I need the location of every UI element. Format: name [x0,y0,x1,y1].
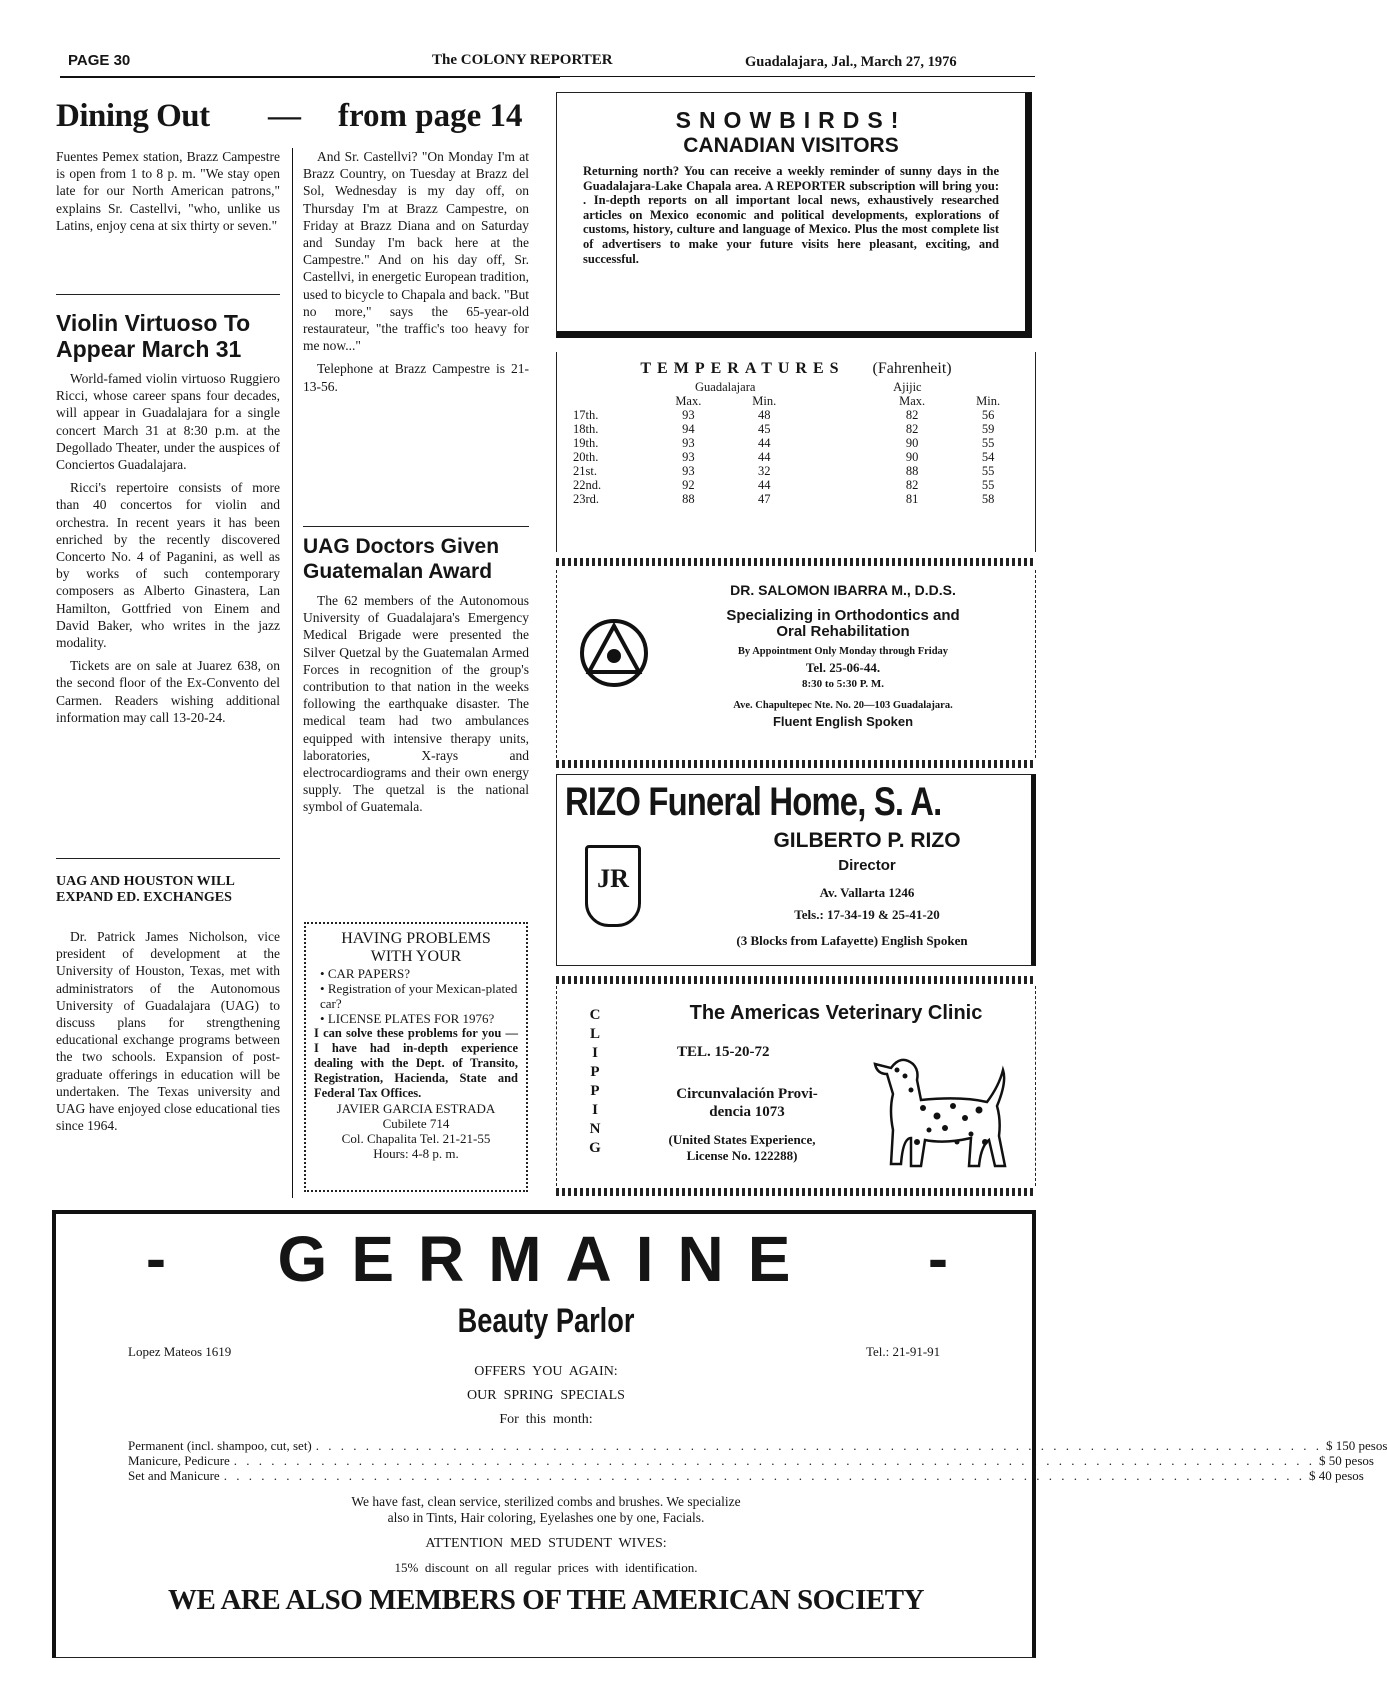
wavy-border [556,1188,1036,1196]
violin-article [56,370,280,732]
vet-title: The Americas Veterinary Clinic [689,1002,983,1024]
problems-street: Cubilete 714 [382,1116,450,1131]
cell: 90 [905,450,919,464]
clip-letter: P [590,1083,600,1099]
problems-body: I can solve these problems for you — I have had in-depth experience dealing with the Dept. of Transito, Registration, Hacienda, State and Federal Tax Offices. [314,1026,518,1100]
rizo-tels: Tels.: 17-34-19 & 25-41-20 [794,907,940,922]
price-leader: . . . . . . . . . . . . . . . . . . . . . . . . . . . . . . . . . . . . . . . . . . . . . . . . . . . . . . . . . . . . . . . . . . . . . . . . . . . . . . . . . . . . . . . [233,1453,1316,1468]
dateline: Guadalajara, Jal., March 27, 1976 [745,54,957,70]
clip-letter: G [589,1140,601,1156]
orthodontist-english: Fluent English Spoken [772,714,914,729]
col-header: Max. [899,394,926,408]
cell: 58 [981,492,995,506]
dining-col2-text: And Sr. Castellvi? "On Monday I'm at Brazz Country, on Tuesday at Brazz del Sol, Wednesday is my day off, on Thursday I'm at Brazz Campestre, on Friday at Brazz Diana and on Saturday and Sunday I'm back here at the Campestre." And on his day off, Sr. Castellvi, in energetic European tradition, used to bicycle to Chapala and back. "But no more," says the 65-year-old restaurateur, "the traffic's too heavy for me now..." [303,149,529,354]
orthodontist-name: DR. SALOMON IBARRA M., D.D.S. [730,582,956,598]
clip-letter: C [589,1007,601,1023]
table-row [567,464,1025,478]
uag-doctors-p1: The 62 members of the Autonomous University of Guadalajara's Emergency Medical Brigade were presented the Silver Quetzal by the Guatemalan Armed Forces in recognition of the group's contribution to that nation in the weeks following the earthquake disaster. The medical team had two ambulances equipped with intensive therapy units, laboratories, X-rays and electrocardiograms and their own energy supply. The quetzal is the national symbol of Guatemala. [303,593,529,815]
cell: 82 [905,408,919,422]
orthodontist-appt: By Appointment Only Monday through Friday [737,646,949,657]
rule [56,294,280,295]
cell: 93 [682,408,695,422]
dining-headline-right: from page 14 [338,98,523,134]
problems-item-1: • CAR PAPERS? [320,966,411,981]
cell: 54 [981,450,995,464]
germaine-attention: ATTENTION MED STUDENT WIVES: [425,1536,667,1551]
problems-item-3: • LICENSE PLATES FOR 1976? [320,1011,495,1026]
cell: 59 [981,422,995,436]
vet-addr2: dencia 1073 [709,1104,785,1120]
cell: 21st. [573,464,597,478]
table-row [567,408,1025,422]
germaine-discount: 15% discount on all regular prices with identification. [394,1560,698,1575]
wavy-border [556,760,1036,768]
problems-ad [304,922,528,1192]
clip-letter: P [590,1064,600,1080]
orthodontist-logo-icon [579,618,649,688]
cell: 93 [682,464,695,478]
vet-clipping [585,1006,605,1158]
orthodontist-ad [556,570,1036,758]
germaine-ad [52,1210,1387,1658]
table-row [567,492,1025,506]
problems-colonia: Col. Chapalita Tel. 21-21-55 [341,1131,491,1146]
table-row [567,422,1025,436]
price-leader: . . . . . . . . . . . . . . . . . . . . . . . . . . . . . . . . . . . . . . . . . . . . . . . . . . . . . . . . . . . . . . . . . . . . . . . . . . . . . . . . . [315,1438,1323,1453]
vet-ad [556,986,1036,1186]
price-label: Set and Manicure [128,1468,220,1483]
city-guadalajara: Guadalajara [695,380,756,394]
list-item [128,1468,1364,1483]
header-rule-right [560,76,1035,77]
rizo-logo [585,845,641,927]
temperatures-title: TEMPERATURES [640,360,845,377]
rizo-logo-text: JR [597,864,629,893]
rizo-role: Director [838,857,896,874]
table-row [567,450,1025,464]
uag-houston-headline: UAG AND HOUSTON WILL EXPAND ED. EXCHANGES [56,874,235,905]
cell: 47 [758,492,771,506]
clip-letter: I [592,1045,598,1061]
problems-item-2: • Registration of your Mexican-plated car? [320,981,518,1011]
cell: 23rd. [573,492,600,506]
orthodontist-specialty2: Oral Rehabilitation [776,623,910,640]
cell: 82 [905,422,919,436]
wavy-border [556,976,1036,984]
germaine-service2: also in Tints, Hair coloring, Eyelashes one by one, Facials. [387,1510,705,1525]
dining-col1 [56,148,280,240]
problems-item-text: LICENSE PLATES FOR 1976? [327,1011,495,1026]
snowbirds-body: Returning north? You can receive a weekly reminder of sunny days in the Guadalajara-Lake Chapala area. A REPORTER subscription will bring you: . In-depth reports on all important local news, exhaustively researched articles on Mexico economic and political developments, explorations of customs, history, culture and language of Mexico. Plus the most complete list of advertisers to make your future visits here pleasant, exciting, and successful. [583,164,999,266]
rizo-note: (3 Blocks from Lafayette) English Spoken [736,933,968,948]
cell: 44 [758,478,771,492]
dalmatian-dog-icon [861,1046,1011,1176]
clip-letter: L [589,1026,600,1042]
cell: 88 [682,492,695,506]
orthodontist-hours: 8:30 to 5:30 P. M. [801,678,885,690]
cell: 48 [758,408,771,422]
dining-phone: Telephone at Brazz Campestre is 21-13-56. [303,361,529,394]
cell: 22nd. [573,478,602,492]
germaine-address: Lopez Mateos 1619 [128,1344,232,1359]
uag-doctors-headline: UAG Doctors Given Guatemalan Award [303,535,500,583]
price-list [128,1438,1387,1483]
cell: 32 [758,464,771,478]
dining-col1-text: Fuentes Pemex station, Brazz Campestre is open from 1 to 8 p. m. "We stay open late for our North American patrons," explains Sr. Castellvi, "who, unlike us Latins, enjoy cena at six thirty or seven." [56,149,280,233]
uag-houston-p1: Dr. Patrick James Nicholson, vice president of development at the University of Houston, Texas, met with administrators of the Autonomous University of Guadalajara (UAG) to discuss plans for strengthening educational exchange programs between the two schools. Expansion of post-graduate offerings in education will be undertaken. The Texas university and UAG have enjoyed close educational ties since 1964. [56,929,280,1134]
rizo-ad [556,774,1036,966]
newspaper-name: The COLONY REPORTER [432,52,613,68]
problems-name: JAVIER GARCIA ESTRADA [336,1101,496,1116]
germaine-subtitle: Beauty Parlor [457,1302,635,1340]
rule [56,858,280,859]
list-item [128,1438,1387,1453]
rule [303,526,529,527]
problems-title2: WITH YOUR [370,948,462,965]
vet-exp1: (United States Experience, [668,1132,816,1147]
rizo-name: GILBERTO P. RIZO [773,829,961,852]
cell: 94 [682,422,695,436]
orthodontist-specialty1: Specializing in Orthodontics and [726,607,960,624]
snowbirds-ad [556,92,1032,338]
temperatures-box [556,352,1036,552]
wavy-border [556,558,1036,566]
cell: 45 [758,422,771,436]
cell: 56 [981,408,995,422]
dining-headline-dash: — [268,98,301,134]
table-row [567,436,1025,450]
page-number: PAGE 30 [68,52,131,69]
cell: 90 [905,436,919,450]
problems-item-text: Registration of your Mexican-plated car? [320,981,518,1011]
cell: 55 [981,464,995,478]
price-amount: $ 40 pesos [1308,1468,1364,1483]
cell: 18th. [573,422,599,436]
problems-item-text: CAR PAPERS? [327,966,411,981]
cell: 20th. [573,450,599,464]
snowbirds-subtitle: CANADIAN VISITORS [683,134,899,157]
rizo-title: RIZO Funeral Home, S. A. [565,780,942,824]
temperatures-unit: (Fahrenheit) [872,360,952,377]
price-label: Manicure, Pedicure [128,1453,230,1468]
rizo-address: Av. Vallarta 1246 [819,885,915,900]
price-amount: $ 150 pesos [1326,1438,1387,1453]
cell: 92 [682,478,695,492]
violin-p3: Tickets are on sale at Juarez 638, on the second floor of the Ex-Convento del Carmen. Readers wishing additional information may call 13-20-24. [56,658,280,725]
uag-houston-article [56,928,280,1140]
violin-p1: World-famed violin virtuoso Ruggiero Ricci, whose career spans four decades, will appear in Guadalajara for a single concert March 31 at 8:30 p.m. at the Degollado Theater, under the auspices of Conciertos Guadalajara. [56,371,280,473]
orthodontist-address: Ave. Chapultepec Nte. No. 20—103 Guadalajara. [733,700,953,711]
clip-letter: I [592,1102,598,1118]
cell: 82 [905,478,919,492]
dining-headline-left: Dining Out [56,98,210,134]
germaine-offers2: OUR SPRING SPECIALS [467,1388,625,1403]
uag-doctors-article [303,592,529,822]
temperatures-heading [567,360,1025,378]
germaine-offers3: For this month: [499,1412,593,1427]
price-amount: $ 50 pesos [1319,1453,1374,1468]
col-header: Min. [752,394,777,408]
header-rule [60,76,560,78]
vet-addr1: Circunvalación Provi- [676,1086,818,1102]
cell: 88 [905,464,919,478]
cell: 55 [981,436,995,450]
germaine-title: GERMAINE [277,1223,815,1295]
germaine-tel: Tel.: 21-91-91 [866,1344,941,1359]
col-header: Min. [976,394,1001,408]
vet-tel: TEL. 15-20-72 [677,1044,770,1060]
clip-letter: N [589,1121,601,1137]
city-ajijic: Ajijic [893,380,922,394]
snowbirds-title: SNOWBIRDS! [675,107,907,133]
dining-col2 [303,148,529,401]
germaine-service1: We have fast, clean service, sterilized combs and brushes. We specialize [351,1494,741,1509]
cell: 93 [682,436,695,450]
cell: 19th. [573,436,599,450]
price-leader: . . . . . . . . . . . . . . . . . . . . . . . . . . . . . . . . . . . . . . . . . . . . . . . . . . . . . . . . . . . . . . . . . . . . . . . . . . . . . . . . . . . . . . . [223,1468,1305,1483]
cell: 17th. [573,408,599,422]
cell: 44 [758,436,771,450]
temperatures-table [567,380,1025,506]
vet-exp2: License No. 122288) [686,1148,798,1163]
price-label: Permanent (incl. shampoo, cut, set) [128,1438,312,1453]
cell: 44 [758,450,771,464]
column-divider [292,148,293,1198]
table-row [567,478,1025,492]
cell: 93 [682,450,695,464]
germaine-members: WE ARE ALSO MEMBERS OF THE AMERICAN SOCIETY [167,1584,924,1616]
cell: 81 [905,492,919,506]
problems-hours: Hours: 4-8 p. m. [373,1146,459,1161]
germaine-offers1: OFFERS YOU AGAIN: [474,1364,618,1379]
col-header: Max. [675,394,702,408]
cell: 55 [981,478,995,492]
problems-title1: HAVING PROBLEMS [341,930,491,947]
orthodontist-tel: Tel. 25-06-44. [805,660,881,675]
violin-headline: Violin Virtuoso To Appear March 31 [56,310,251,362]
violin-p2: Ricci's repertoire consists of more than 40 concertos for violin and orchestra. In recent years it has been enriched by the recently discovered Concerto No. 4 of Paganini, as well as by works of such contemporary composers as Alberto Ginastera, Lan Hamilton, Gottfried von Einem and David Baker, who writes in the jazz modality. [56,480,280,651]
germaine-dash-left: - [146,1225,166,1292]
germaine-dash-right: - [928,1225,948,1292]
list-item [128,1453,1374,1468]
